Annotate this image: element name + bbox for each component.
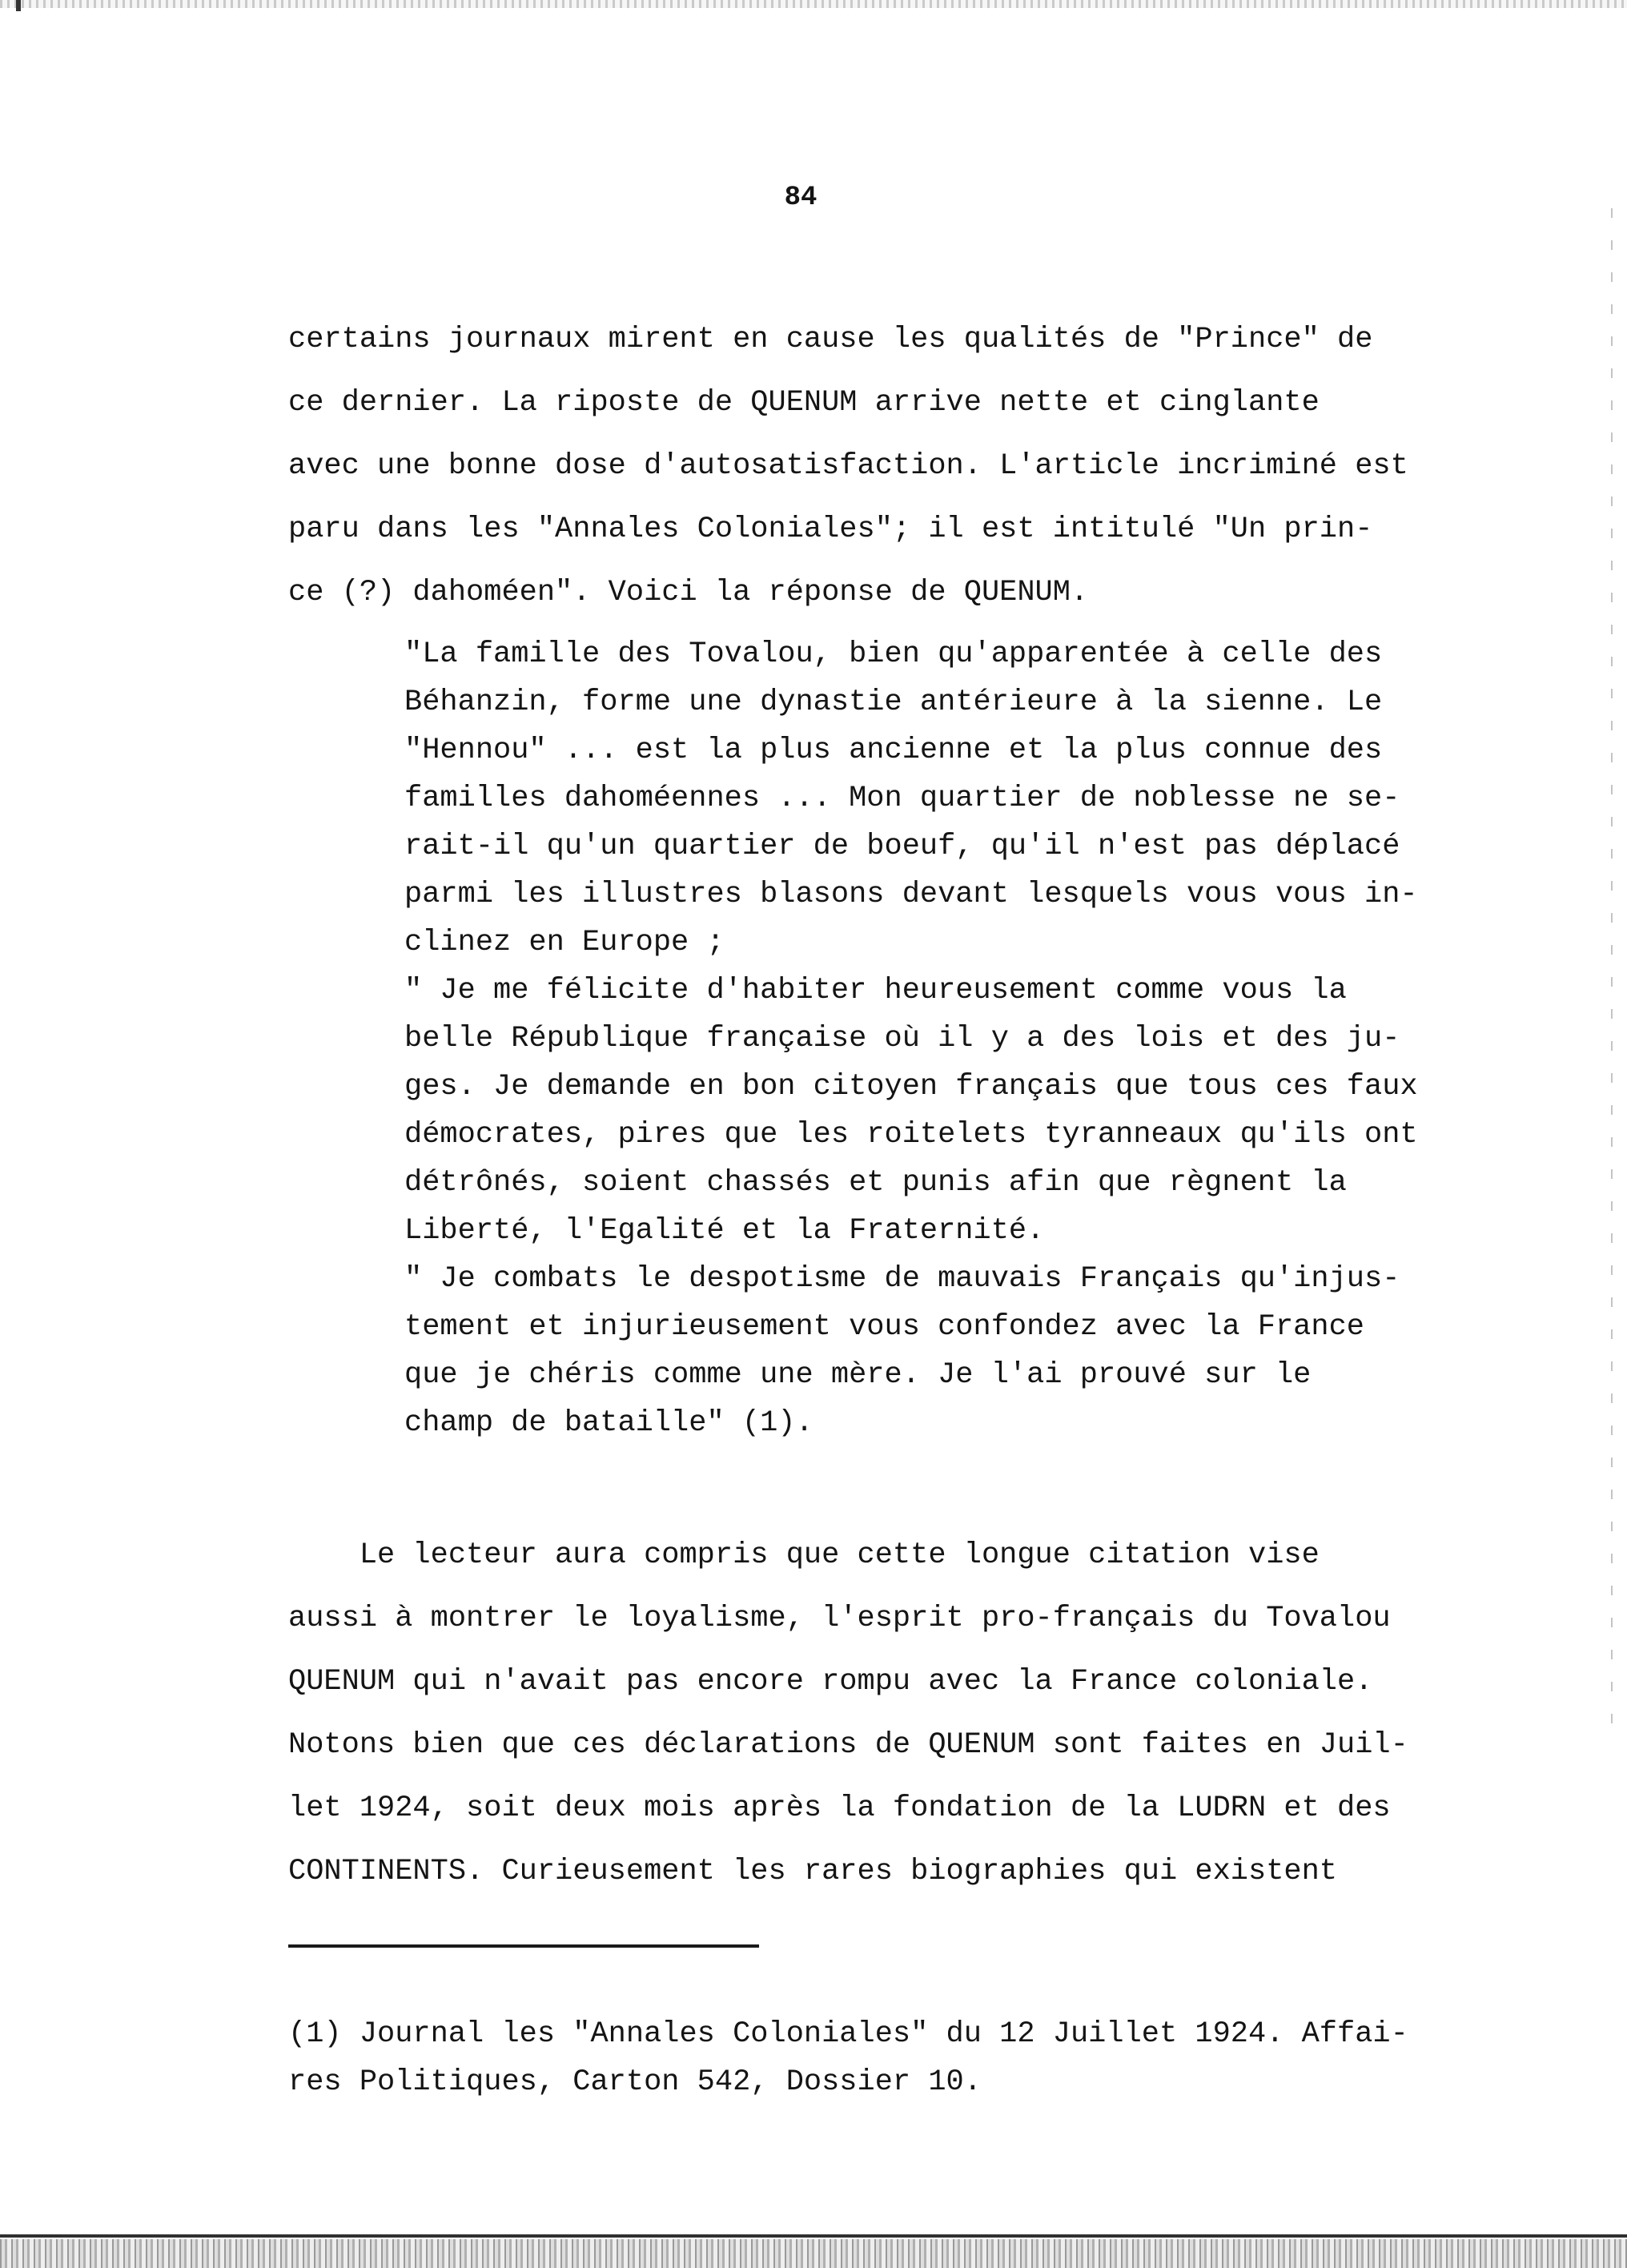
scan-artifact-top <box>0 0 1627 8</box>
text-line: Le lecteur aura compris que cette longue citation vise <box>288 1538 1320 1572</box>
quote-line: parmi les illustres blasons devant lesquels vous vous in- <box>404 878 1418 911</box>
text-line: ce dernier. La riposte de QUENUM arrive nette et cinglante <box>288 386 1320 420</box>
quote-line: démocrates, pires que les roitelets tyranneaux qu'ils ont <box>404 1118 1418 1152</box>
text-line: ce (?) dahoméen". Voici la réponse de QUENUM. <box>288 576 1089 609</box>
scan-artifact-right-edge <box>1611 208 1613 1730</box>
page-number: 84 <box>784 183 818 213</box>
text-line: QUENUM qui n'avait pas encore rompu avec la France coloniale. <box>288 1665 1373 1699</box>
block-quote <box>404 630 1533 1447</box>
quote-line: champ de bataille" (1). <box>404 1406 814 1440</box>
footnote-line: res Politiques, Carton 542, Dossier 10. <box>288 2065 982 2099</box>
quote-line: familles dahoméennes ... Mon quartier de noblesse ne se- <box>404 782 1400 815</box>
quote-line: "Hennou" ... est la plus ancienne et la plus connue des <box>404 734 1383 767</box>
quote-line: " Je combats le despotisme de mauvais Français qu'injus- <box>404 1262 1400 1296</box>
text-line: let 1924, soit deux mois après la fondation de la LUDRN et des <box>288 1791 1391 1825</box>
text-line: aussi à montrer le loyalisme, l'esprit pro-français du Tovalou <box>288 1602 1391 1635</box>
footnote <box>288 2010 1537 2106</box>
quote-line: ges. Je demande en bon citoyen français que tous ces faux <box>404 1070 1418 1104</box>
quote-line: clinez en Europe ; <box>404 926 725 959</box>
quote-line: " Je me félicite d'habiter heureusement comme vous la <box>404 974 1347 1007</box>
scan-artifact-bottom-line <box>0 2234 1627 2238</box>
quote-line: que je chéris comme une mère. Je l'ai prouvé sur le <box>404 1358 1312 1392</box>
quote-line: belle République française où il y a des lois et des ju- <box>404 1022 1400 1056</box>
footnote-line: (1) Journal les "Annales Coloniales" du 12 Juillet 1924. Affai- <box>288 2017 1408 2051</box>
paragraph-commentary <box>288 1524 1521 1904</box>
scan-artifact-mark <box>16 0 21 11</box>
quote-line: rait-il qu'un quartier de boeuf, qu'il n'est pas déplacé <box>404 830 1400 863</box>
text-line: CONTINENTS. Curieusement les rares biographies qui existent <box>288 1855 1338 1888</box>
footnote-separator <box>288 1944 759 1948</box>
quote-line: Liberté, l'Egalité et la Fraternité. <box>404 1214 1045 1248</box>
text-line: Notons bien que ces déclarations de QUENUM sont faites en Juil- <box>288 1728 1408 1762</box>
quote-line: tement et injurieusement vous confondez avec la France <box>404 1310 1364 1344</box>
quote-line: Béhanzin, forme une dynastie antérieure à la sienne. Le <box>404 686 1383 719</box>
paragraph-intro <box>288 308 1521 625</box>
quote-line: "La famille des Tovalou, bien qu'apparentée à celle des <box>404 637 1383 671</box>
quote-line: détrônés, soient chassés et punis afin que règnent la <box>404 1166 1347 1200</box>
scan-artifact-bottom-band <box>0 2239 1627 2268</box>
text-line: avec une bonne dose d'autosatisfaction. L'article incriminé est <box>288 449 1408 483</box>
text-line: certains journaux mirent en cause les qualités de "Prince" de <box>288 323 1373 356</box>
text-line: paru dans les "Annales Coloniales"; il est intitulé "Un prin- <box>288 513 1373 546</box>
